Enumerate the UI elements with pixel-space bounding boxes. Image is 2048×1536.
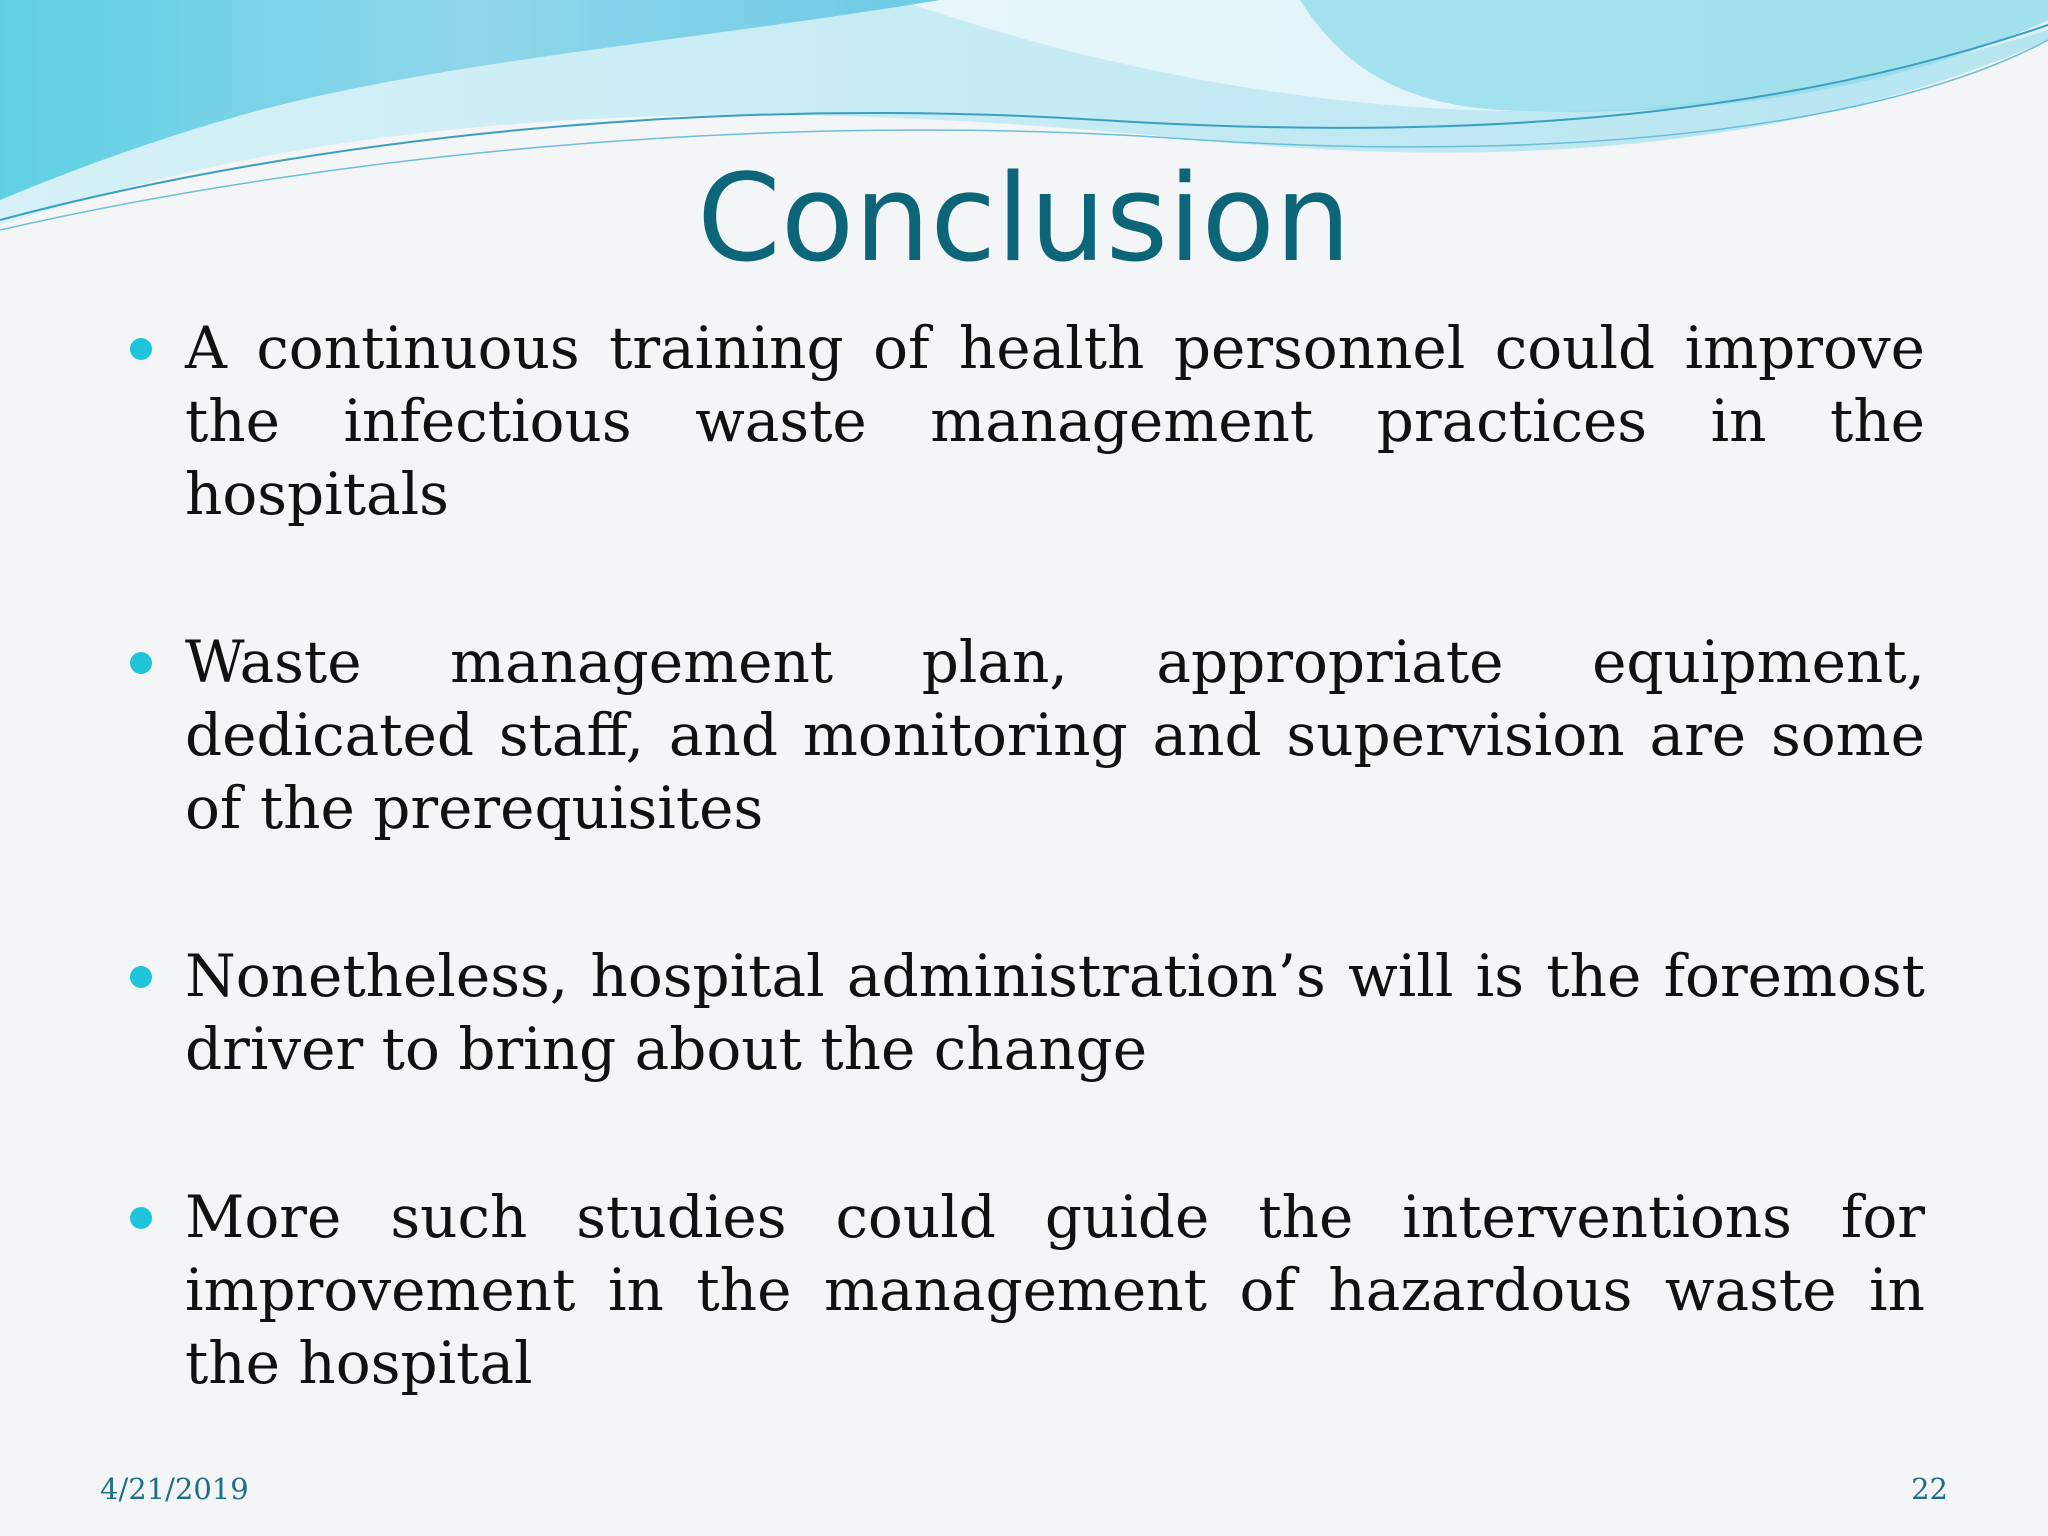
bullet-icon xyxy=(130,338,152,360)
bullet-text-3: Nonetheless, hospital administration’s will is the foremost driver to bring about the change xyxy=(185,942,1925,1083)
bullet-item-3 xyxy=(130,940,1925,1086)
bullet-text-2: Waste management plan, appropriate equipment, dedicated staff, and monitoring and supervision are some of the prerequisites xyxy=(185,628,1925,842)
bullet-list xyxy=(130,312,1925,1400)
bullet-item-4 xyxy=(130,1181,1925,1400)
bullet-icon xyxy=(130,652,152,674)
bullet-item-1 xyxy=(130,312,1925,531)
slide-title: Conclusion xyxy=(697,150,1351,289)
footer-page-number: 22 xyxy=(1911,1472,1948,1506)
bullet-icon xyxy=(130,966,152,988)
footer-date: 4/21/2019 xyxy=(100,1472,249,1506)
bullet-icon xyxy=(130,1207,152,1229)
bullet-item-2 xyxy=(130,626,1925,845)
bullet-text-4: More such studies could guide the interventions for improvement in the management of hazardous waste in the hospital xyxy=(185,1183,1925,1397)
bullet-text-1: A continuous training of health personnel could improve the infectious waste management practices in the hospitals xyxy=(185,314,1925,528)
